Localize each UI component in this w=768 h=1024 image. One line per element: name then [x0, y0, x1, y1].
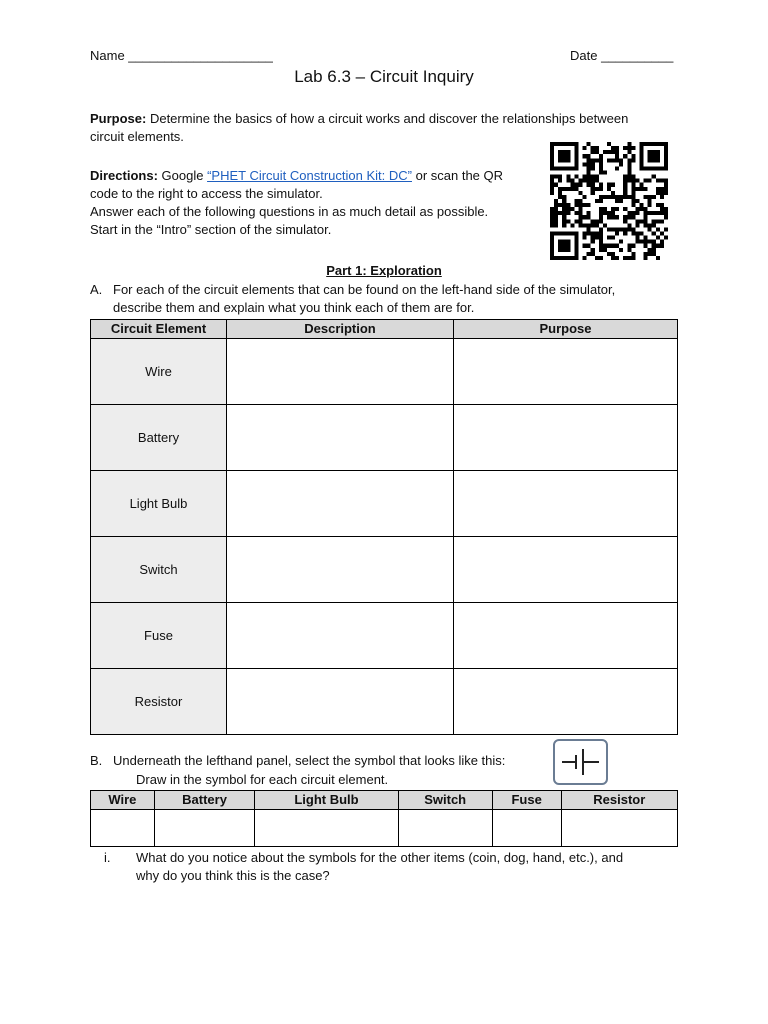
- purpose-cell[interactable]: [454, 669, 678, 735]
- symbol-drawing-cell[interactable]: [398, 810, 492, 847]
- description-cell[interactable]: [227, 405, 454, 471]
- part1-heading: [0, 262, 768, 280]
- header-purpose: Purpose: [454, 320, 678, 339]
- battery-symbol-button[interactable]: [553, 739, 608, 785]
- symbol-header-cell: Light Bulb: [255, 791, 398, 810]
- question-a-marker: A.: [90, 282, 103, 297]
- element-name-cell: Resistor: [91, 669, 227, 735]
- question-i-text: [136, 849, 696, 885]
- part1-heading-text: Part 1: Exploration: [326, 263, 442, 278]
- directions-pre-link: Google: [157, 168, 208, 183]
- symbol-header-cell: Battery: [154, 791, 255, 810]
- directions-label: Directions:: [90, 168, 158, 183]
- element-name-cell: Battery: [91, 405, 227, 471]
- symbol-drawing-cell[interactable]: [91, 810, 155, 847]
- symbol-header-cell: Wire: [91, 791, 155, 810]
- purpose-text-line2: circuit elements.: [90, 129, 184, 144]
- element-name-cell: Light Bulb: [91, 471, 227, 537]
- circuit-elements-table: [90, 319, 678, 735]
- qr-code-icon: [550, 142, 668, 260]
- circuit-symbols-table: [90, 790, 678, 847]
- table-row: [91, 603, 678, 669]
- question-i-line2: why do you think this is the case?: [136, 868, 330, 883]
- table-row: [91, 405, 678, 471]
- header-description: Description: [227, 320, 454, 339]
- symbol-header-cell: Switch: [398, 791, 492, 810]
- description-cell[interactable]: [227, 603, 454, 669]
- question-i-line1: What do you notice about the symbols for the other items (coin, dog, hand, etc.), and: [136, 850, 624, 865]
- phet-link[interactable]: “PHET Circuit Construction Kit: DC”: [207, 168, 412, 183]
- symbol-drawing-cell[interactable]: [255, 810, 398, 847]
- symbol-header-cell: Resistor: [561, 791, 677, 810]
- symbol-header-cell: Fuse: [492, 791, 561, 810]
- page-title: Lab 6.3 – Circuit Inquiry: [294, 67, 474, 86]
- table-row: [91, 339, 678, 405]
- header-circuit-element: Circuit Element: [91, 320, 227, 339]
- question-a-text: [113, 281, 693, 317]
- purpose-cell[interactable]: [454, 537, 678, 603]
- description-cell[interactable]: [227, 339, 454, 405]
- table-row: [91, 471, 678, 537]
- question-a-line2: describe them and explain what you think each of them are for.: [113, 300, 475, 315]
- symbols-header-row: [91, 791, 678, 810]
- table-header-row: [91, 320, 678, 339]
- question-b-line2: Draw in the symbol for each circuit element.: [136, 772, 389, 787]
- purpose-cell[interactable]: [454, 471, 678, 537]
- directions-paragraph: [90, 167, 540, 239]
- directions-line2: code to the right to access the simulator.: [90, 186, 323, 201]
- table-row: [91, 669, 678, 735]
- description-cell[interactable]: [227, 471, 454, 537]
- element-name-cell: Wire: [91, 339, 227, 405]
- purpose-cell[interactable]: [454, 339, 678, 405]
- purpose-cell[interactable]: [454, 603, 678, 669]
- question-b-marker: B.: [90, 753, 103, 768]
- purpose-cell[interactable]: [454, 405, 678, 471]
- question-b-line1: Underneath the lefthand panel, select the symbol that looks like this:: [113, 753, 506, 768]
- symbols-drawing-row: [91, 810, 678, 847]
- question-a-line1: For each of the circuit elements that can be found on the left-hand side of the simulator,: [113, 282, 616, 297]
- description-cell[interactable]: [227, 537, 454, 603]
- question-i-marker: i.: [104, 850, 111, 865]
- table-row: [91, 537, 678, 603]
- symbol-drawing-cell[interactable]: [561, 810, 677, 847]
- directions-line3: Answer each of the following questions in as much detail as possible.: [90, 204, 489, 219]
- element-name-cell: Switch: [91, 537, 227, 603]
- symbol-drawing-cell[interactable]: [154, 810, 255, 847]
- description-cell[interactable]: [227, 669, 454, 735]
- purpose-label: Purpose:: [90, 111, 147, 126]
- element-name-cell: Fuse: [91, 603, 227, 669]
- date-field-label: Date __________: [570, 48, 674, 63]
- purpose-paragraph: [90, 110, 690, 146]
- directions-post-link: or scan the QR: [411, 168, 504, 183]
- battery-symbol-icon: [555, 741, 606, 783]
- purpose-text-line1: Determine the basics of how a circuit works and discover the relationships between: [146, 111, 629, 126]
- name-field-label: Name ____________________: [90, 48, 273, 63]
- symbol-drawing-cell[interactable]: [492, 810, 561, 847]
- directions-line4: Start in the “Intro” section of the simulator.: [90, 222, 332, 237]
